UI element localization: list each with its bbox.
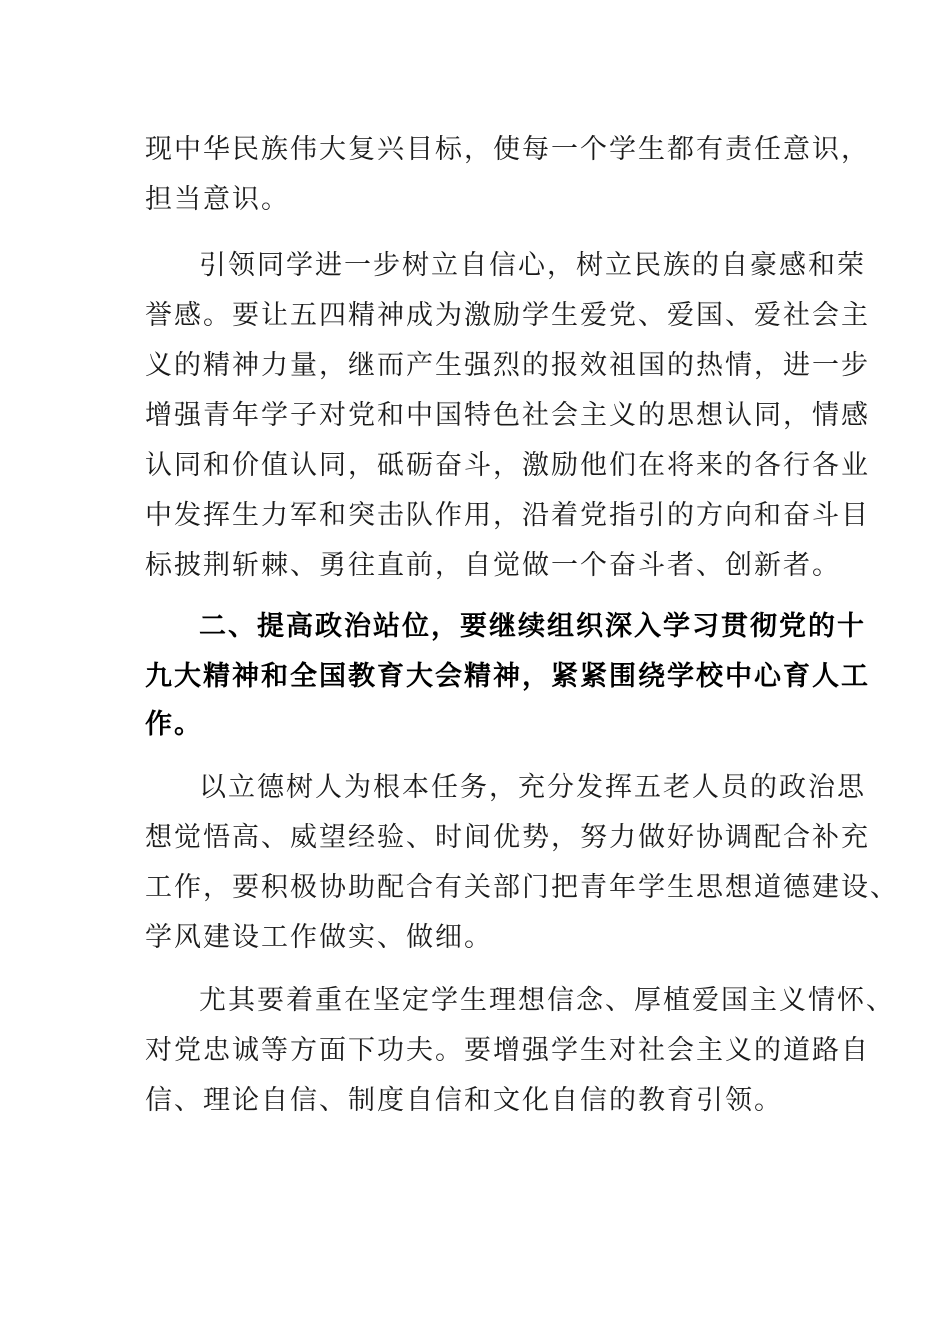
paragraph-1-line-2: 担当意识。 (145, 184, 290, 215)
paragraph-2-line-4: 增强青年学子对党和中国特色社会主义的思想认同，情感 (145, 400, 870, 431)
paragraph-2-line-6: 中发挥生力军和突击队作用，沿着党指引的方向和奋斗目 (145, 500, 870, 531)
paragraph-4-line-2: 想觉悟高、威望经验、时间优势，努力做好协调配合补充 (145, 822, 870, 853)
paragraph-1-line-1: 现中华民族伟大复兴目标，使每一个学生都有责任意识， (145, 134, 870, 165)
paragraph-4-line-1: 以立德树人为根本任务，充分发挥五老人员的政治思 (199, 772, 866, 803)
section-heading-line-3: 作。 (145, 709, 203, 740)
paragraph-5-line-2: 对党忠诚等方面下功夫。要增强学生对社会主义的道路自 (145, 1035, 870, 1066)
paragraph-4-line-3: 工作，要积极协助配合有关部门把青年学生思想道德建设、 (145, 872, 899, 903)
paragraph-2-line-7: 标披荆斩棘、勇往直前，自觉做一个奋斗者、创新者。 (145, 550, 841, 581)
paragraph-2-line-3: 义的精神力量，继而产生强烈的报效祖国的热情，进一步 (145, 350, 870, 381)
paragraph-2-line-5: 认同和价值认同，砥砺奋斗，激励他们在将来的各行各业 (145, 450, 870, 481)
paragraph-5-line-3: 信、理论自信、制度自信和文化自信的教育引领。 (145, 1085, 783, 1116)
paragraph-2-line-2: 誉感。要让五四精神成为激励学生爱党、爱国、爱社会主 (145, 300, 870, 331)
section-heading-line-2: 九大精神和全国教育大会精神，紧紧围绕学校中心育人工 (145, 661, 870, 692)
section-heading-line-1: 二、提高政治站位，要继续组织深入学习贯彻党的十 (199, 611, 866, 642)
paragraph-4-line-4: 学风建设工作做实、做细。 (145, 922, 493, 953)
paragraph-5-line-1: 尤其要着重在坚定学生理想信念、厚植爱国主义情怀、 (199, 985, 895, 1016)
paragraph-2-line-1: 引领同学进一步树立自信心，树立民族的自豪感和荣 (199, 250, 866, 281)
